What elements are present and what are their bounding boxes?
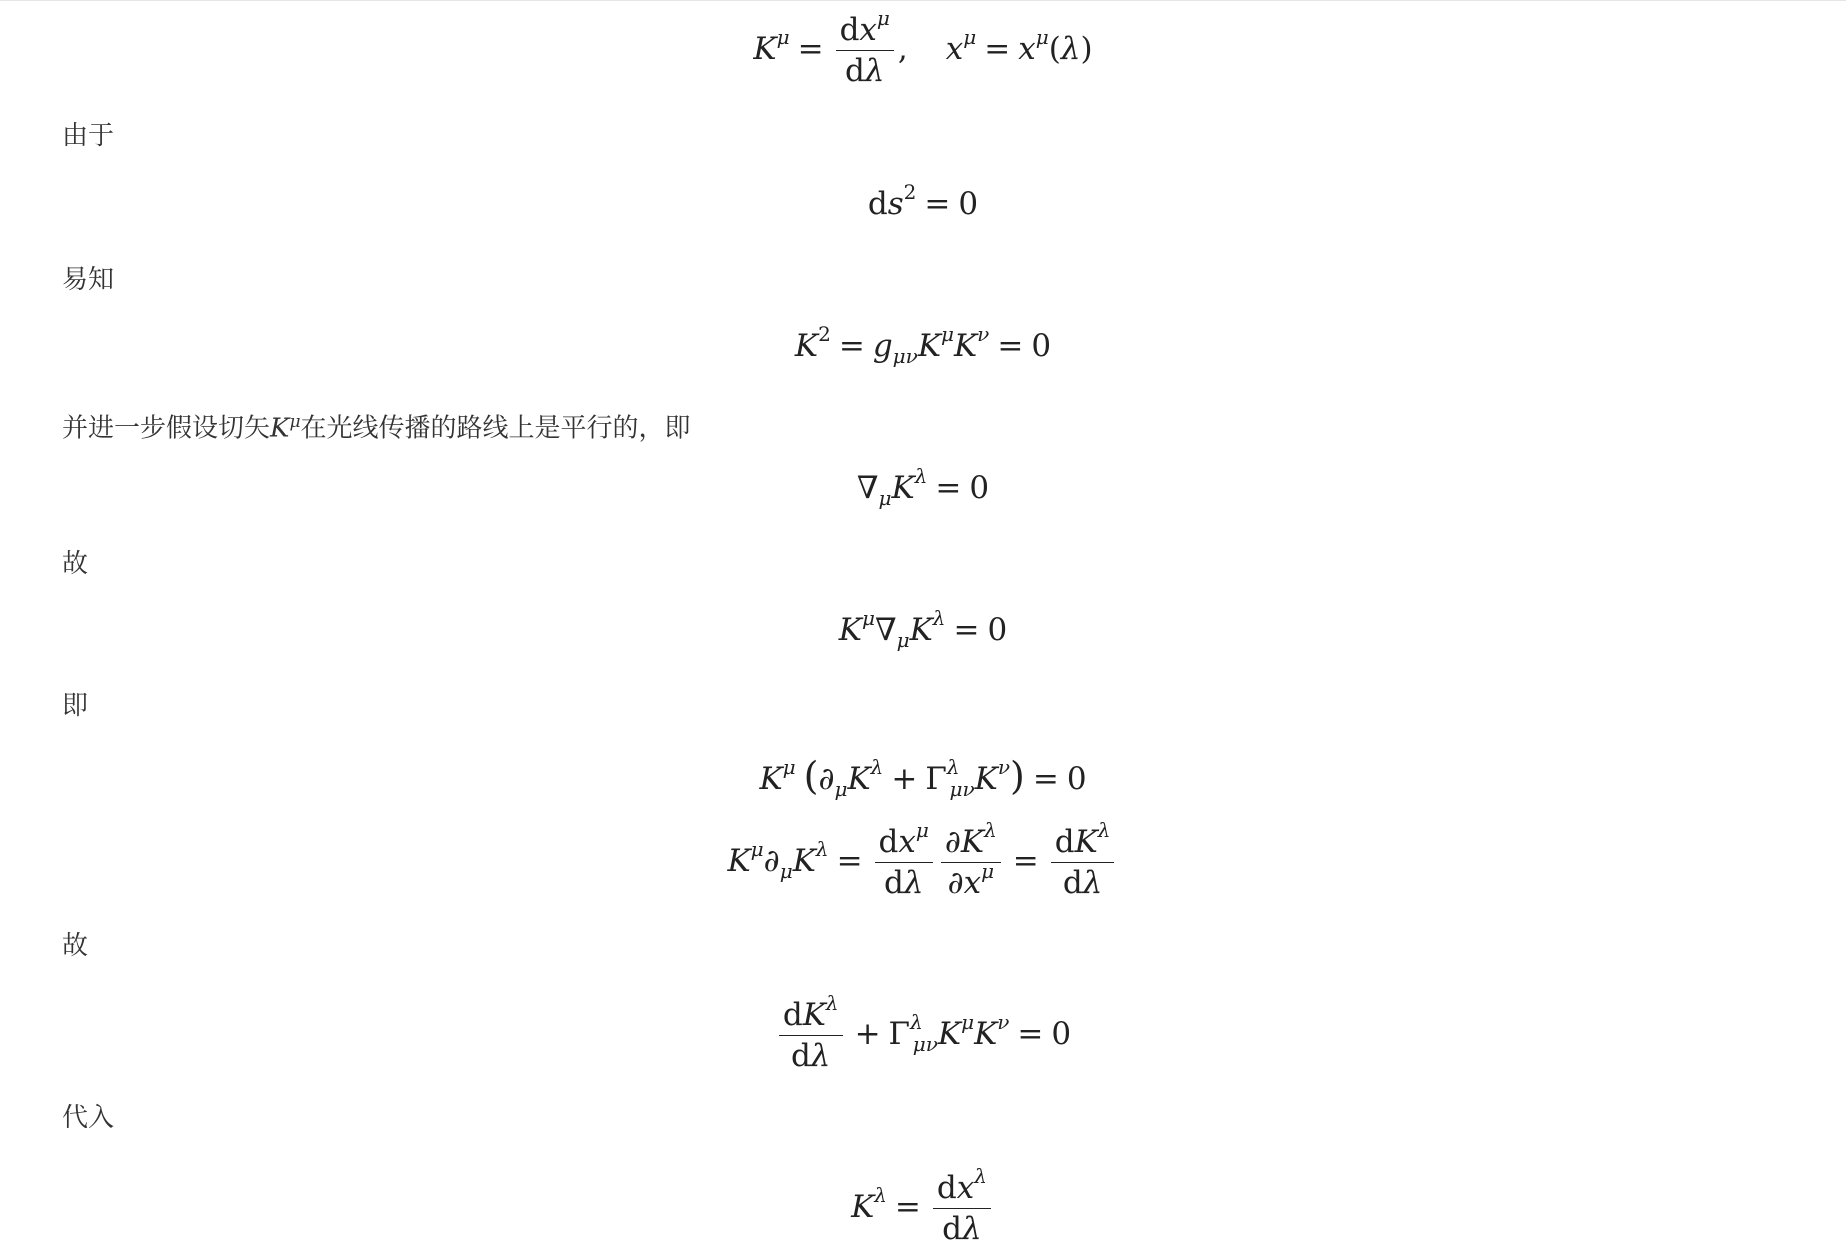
equation-tangent-vector: $K^\mu$ = $\frac{dx^\mu}{d\lambda}$ , $x^\mu = x^\mu(\lambda)$: [753, 6, 1093, 89]
text-therefore-2: 故: [62, 931, 89, 961]
equation-contracted-parallel: $K^\mu\nabla_\mu K^\lambda = 0$: [838, 606, 1008, 652]
equation-null-interval: $ds^2 = 0$: [867, 180, 979, 222]
text-it-follows: 易知: [62, 265, 115, 295]
text-assume-parallel: 并进一步假设切矢$K^\mu$在光线传播的路线上是平行的，即: [62, 412, 691, 444]
text-since: 由于: [62, 121, 115, 151]
equation-null-vector: $K^2 = g_{\mu\nu}K^\mu K^\nu = 0$: [794, 322, 1052, 368]
text-therefore-1: 故: [62, 549, 89, 579]
equation-parallel-transport: $\nabla_\mu K^\lambda = 0$: [856, 464, 990, 510]
equation-geodesic-k: $\frac{dK^\lambda}{d\lambda}$ + $\Gamma^\lambda_{\mu\nu}K^\mu K^\nu = 0$: [0, 995, 1846, 1076]
text-namely: 即: [62, 691, 89, 721]
text-substitute: 代入: [62, 1103, 115, 1133]
equation-substitution: $K^\lambda$ = $\frac{dx^\lambda}{d\lambda}$: [0, 1168, 1846, 1249]
top-divider: [0, 0, 1846, 1]
equation-expanded-covariant: $K^\mu$ $(\partial_\mu K^\lambda + \Gamma^\lambda_{\mu\nu}K^\nu) = 0$: [759, 754, 1087, 801]
equation-chain-rule: $K^\mu\partial_\mu K^\lambda$ = $\frac{dx^\mu}{d\lambda}$ $\frac{\partial K^\lambda}{\partial x^\mu}$ = $\frac{dK^\lambda}{d\lambda}$: [0, 822, 1846, 903]
